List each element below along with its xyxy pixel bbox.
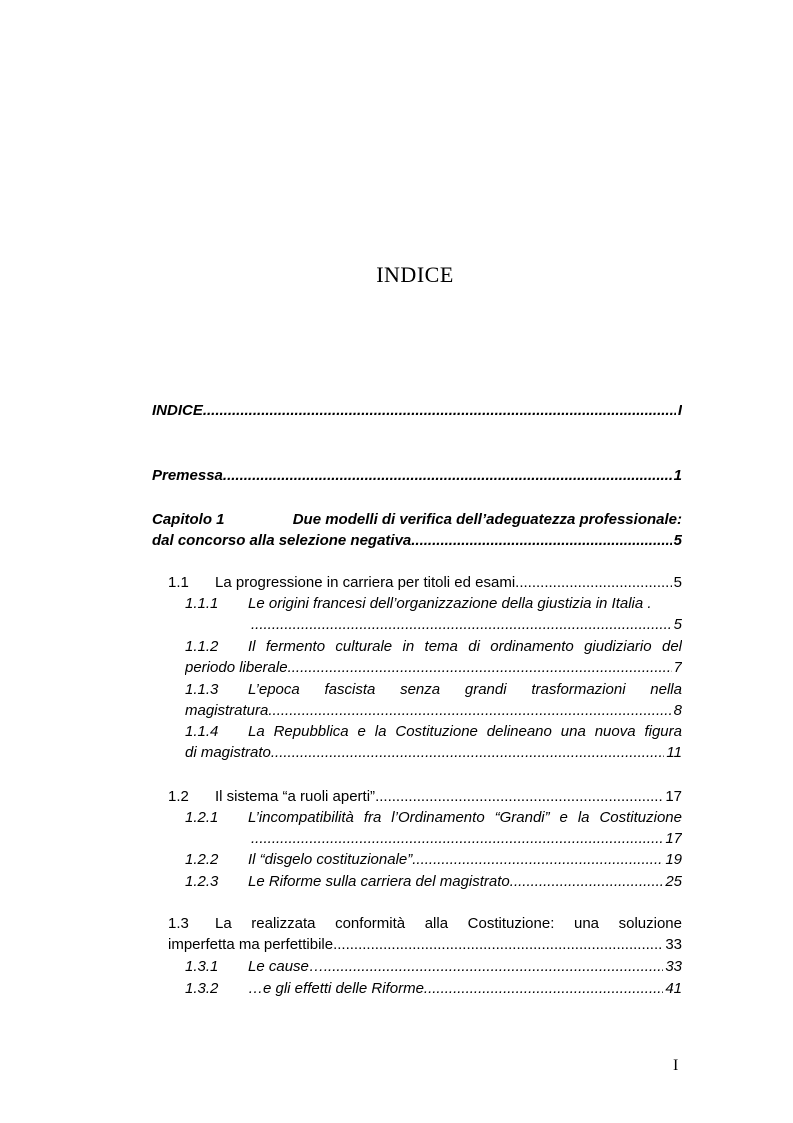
toc-entry-text: Le Riforme sulla carriera del magistrato — [248, 873, 510, 890]
toc-entry-text: INDICE — [152, 402, 203, 419]
toc-entry-text: …e gli effetti delle Riforme — [248, 980, 424, 997]
section-number: 1.2.2 — [185, 851, 219, 868]
toc-page-number: 17 — [665, 830, 682, 847]
toc-entry-text: Il sistema “a ruoli aperti” — [215, 788, 376, 805]
toc-entry-1-1-3[interactable] — [185, 679, 682, 721]
toc-page-number: 8 — [673, 702, 682, 719]
toc-page-number: 41 — [665, 980, 682, 997]
toc-entry-1-2-2[interactable] — [185, 849, 682, 870]
toc-entry-text-line2: imperfetta ma perfettibile — [168, 936, 334, 953]
toc-page-number: 5 — [673, 574, 682, 591]
toc-entry-text-line2: magistratura — [185, 702, 269, 719]
toc-entry-1-2-3[interactable] — [185, 871, 682, 892]
chapter-label: Capitolo 1 — [152, 511, 225, 528]
toc-entry-text-line2: periodo liberale — [185, 659, 288, 676]
page-title: INDICE — [376, 262, 454, 287]
toc-page-number: I — [677, 402, 682, 419]
toc-page-number: 11 — [666, 744, 682, 761]
toc-entry-text: Il “disgelo costituzionale” — [248, 851, 413, 868]
toc-page-number: 33 — [665, 936, 682, 953]
section-number: 1.2.3 — [185, 873, 219, 890]
toc-entry-text: Le origini francesi dell’organizzazione della giustizia in Italia . — [248, 595, 652, 612]
toc-page-number: 5 — [673, 616, 682, 633]
toc-entry-1-3[interactable] — [168, 913, 682, 955]
section-number: 1.3.1 — [185, 958, 219, 975]
section-number: 1.2 — [168, 788, 189, 805]
section-number: 1.1 — [168, 574, 189, 591]
toc-entry-text: L’epoca fascista senza grandi trasformazioni nella — [248, 681, 682, 698]
chapter-title-line1: Due modelli di verifica dell’adeguatezza professionale: — [292, 511, 682, 528]
section-number: 1.1.4 — [185, 723, 219, 740]
toc-entry-text: La Repubblica e la Costituzione delineano una nuova figura — [248, 723, 682, 740]
toc-entry-text-line2: di magistrato — [185, 744, 271, 761]
section-number: 1.1.1 — [185, 595, 219, 612]
section-number: 1.1.2 — [185, 638, 219, 655]
chapter-title-line2: dal concorso alla selezione negativa — [152, 532, 412, 549]
section-number: 1.1.3 — [185, 681, 219, 698]
toc-page-number: 17 — [665, 788, 682, 805]
toc-entry-text: La realizzata conformità alla Costituzione: una soluzione — [215, 915, 682, 932]
toc-entry-1-2[interactable] — [168, 786, 682, 807]
toc-entry-chapter-1[interactable] — [152, 509, 682, 551]
section-number: 1.3.2 — [185, 980, 219, 997]
toc-entry-1-3-2[interactable] — [185, 978, 682, 999]
page-number: I — [673, 1057, 679, 1074]
toc-entry-1-1-4[interactable] — [185, 721, 682, 763]
toc-entry-indice[interactable] — [152, 400, 682, 421]
toc-page-number: 33 — [665, 958, 682, 975]
toc-page-number: 25 — [665, 873, 682, 890]
toc-entry-text: Le cause… — [248, 958, 324, 975]
toc-entry-text: Premessa. — [152, 467, 228, 484]
section-number: 1.2.1 — [185, 809, 219, 826]
toc-entry-premessa[interactable] — [152, 465, 682, 486]
toc-entry-1-2-1[interactable] — [185, 807, 682, 849]
toc-page-number: 7 — [673, 659, 682, 676]
toc-entry-1-1[interactable] — [168, 572, 682, 593]
toc-entry-1-1-2[interactable] — [185, 636, 682, 678]
toc-page-number: 19 — [665, 851, 682, 868]
toc-entry-1-3-1[interactable] — [185, 956, 682, 977]
toc-entry-text: Il fermento culturale in tema di ordinamento giudiziario del — [248, 638, 682, 655]
toc-entry-1-1-1[interactable] — [185, 593, 682, 635]
toc-entry-text: L’incompatibilità fra l’Ordinamento “Grandi” e la Costituzione — [248, 809, 682, 826]
toc-entry-text: La progressione in carriera per titoli ed esami — [215, 574, 516, 591]
section-number: 1.3 — [168, 915, 189, 932]
toc-page-number: 5 — [673, 532, 682, 549]
toc-page-number: 1 — [673, 467, 682, 484]
